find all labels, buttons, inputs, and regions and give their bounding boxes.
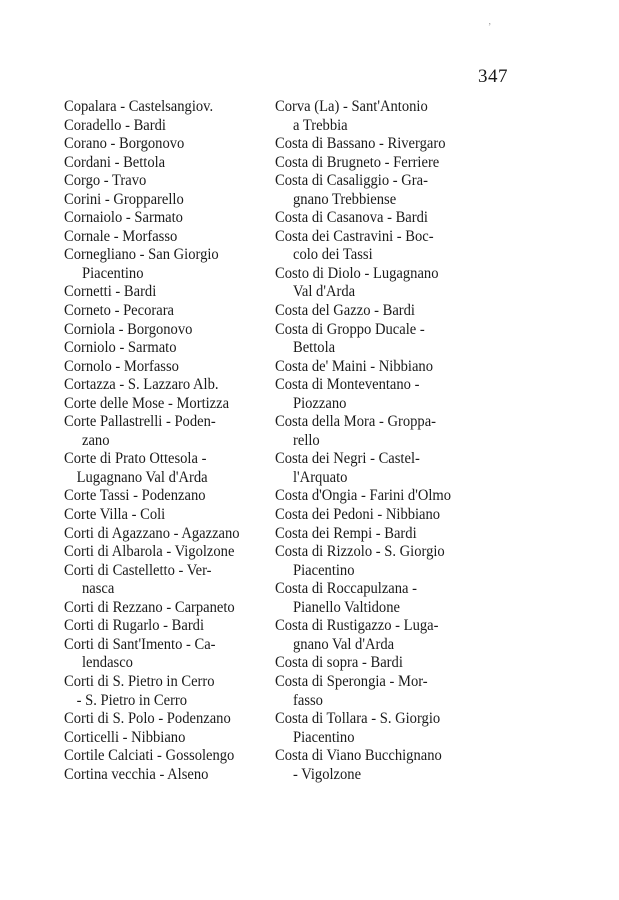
right-line-continuation: colo dei Tassi (293, 245, 373, 264)
right-line-continuation: gnano Val d'Arda (293, 634, 395, 653)
right-line: Costa di Rustigazzo - Luga- (275, 616, 439, 635)
right-line-continuation: - Vigolzone (293, 764, 362, 783)
left-line: Corte delle Mose - Mortizza (64, 393, 230, 412)
left-line: Corte Tassi - Podenzano (64, 486, 206, 505)
right-line: Costa di Rizzolo - S. Giorgio (275, 542, 445, 561)
left-line: Corneto - Pecorara (64, 301, 175, 320)
right-line-continuation: Pianello Valtidone (293, 597, 400, 616)
left-line: Corti di Castelletto - Ver- (64, 560, 212, 579)
right-line: Costa dei Rempi - Bardi (275, 523, 417, 542)
right-line: Costa di Monteventano - (275, 375, 420, 394)
right-line: Costo di Diolo - Lugagnano (275, 263, 439, 282)
left-line: Corniola - Borgonovo (64, 319, 193, 338)
right-line: Costa d'Ongia - Farini d'Olmo (275, 486, 452, 505)
right-line-continuation: Bettola (293, 338, 336, 357)
right-line: Costa di Bassano - Rivergaro (275, 134, 446, 153)
right-line: Costa dei Castravini - Boc- (275, 226, 434, 245)
left-line: Corte di Prato Ottesola - (64, 449, 207, 468)
right-line: Costa di Sperongia - Mor- (275, 671, 428, 690)
left-line: Corte Pallastrelli - Poden- (64, 412, 216, 431)
right-line-continuation: Val d'Arda (293, 282, 356, 301)
left-line: Coradello - Bardi (64, 115, 166, 134)
right-line-continuation: rello (293, 430, 320, 449)
right-line: Corva (La) - Sant'Antonio (275, 97, 428, 115)
left-line: Cortile Calciati - Gossolengo (64, 746, 235, 765)
left-line: Corti di Sant'Imento - Ca- (64, 634, 216, 653)
right-line-continuation: gnano Trebbiense (293, 189, 397, 208)
right-line: Costa dei Negri - Castel- (275, 449, 420, 468)
left-line: Corte Villa - Coli (64, 505, 166, 524)
left-line: Corticelli - Nibbiano (64, 727, 186, 746)
right-line: Costa di Tollara - S. Giorgio (275, 709, 441, 728)
right-line: Costa di Casaliggio - Gra- (275, 171, 428, 190)
left-line: Corti di Rugarlo - Bardi (64, 616, 205, 635)
left-line-continuation: Piacentino (82, 263, 144, 282)
left-line: Cortina vecchia - Alseno (64, 764, 209, 783)
left-column (64, 97, 276, 783)
right-line-continuation: l'Arquato (293, 467, 348, 486)
right-line: Costa di Roccapulzana - (275, 579, 418, 598)
left-line-continuation: lendasco (82, 653, 133, 672)
right-line: Costa del Gazzo - Bardi (275, 301, 415, 320)
left-line: Corti di Agazzano - Agazzano (64, 523, 240, 542)
right-column (275, 97, 505, 783)
left-line: Cornegliano - San Giorgio (64, 245, 219, 264)
left-line: Cortazza - S. Lazzaro Alb. (64, 375, 219, 394)
corner-mark: ’ (488, 22, 492, 33)
left-line: Cornale - Morfasso (64, 226, 178, 245)
right-line: Costa di Viano Bucchignano (275, 746, 442, 765)
page-number: 347 (478, 66, 508, 87)
left-line: Corti di Albarola - Vigolzone (64, 542, 235, 561)
right-line: Costa di Brugneto - Ferriere (275, 152, 440, 171)
left-line: Corini - Gropparello (64, 189, 184, 208)
right-line-continuation: Piacentino (293, 560, 355, 579)
right-line: Costa di Groppo Ducale - (275, 319, 425, 338)
left-line: Corti di Rezzano - Carpaneto (64, 597, 235, 616)
left-line-continuation: nasca (82, 579, 115, 598)
right-line: Costa di sopra - Bardi (275, 653, 403, 672)
right-line: Costa della Mora - Groppa- (275, 412, 437, 431)
left-line: Cordani - Bettola (64, 152, 166, 171)
left-line: Corniolo - Sarmato (64, 338, 177, 357)
left-line: Corti di S. Polo - Podenzano (64, 709, 231, 728)
right-line-continuation: Piacentino (293, 727, 355, 746)
left-line: Corano - Borgonovo (64, 134, 185, 153)
left-line-continuation: zano (82, 430, 110, 449)
right-line: Costa de' Maini - Nibbiano (275, 356, 434, 375)
left-line: Cornaiolo - Sarmato (64, 208, 183, 227)
left-line: Copalara - Castelsangiov. (64, 97, 214, 115)
right-line: Costa di Casanova - Bardi (275, 208, 428, 227)
left-line-continuation: Lugagnano Val d'Arda (76, 467, 208, 486)
right-line-continuation: a Trebbia (293, 115, 348, 134)
left-line: Cornolo - Morfasso (64, 356, 179, 375)
left-line: Corgo - Travo (64, 171, 147, 190)
right-line: Costa dei Pedoni - Nibbiano (275, 505, 441, 524)
right-line-continuation: fasso (293, 690, 323, 709)
left-line-continuation: - S. Pietro in Cerro (76, 690, 188, 709)
left-line: Corti di S. Pietro in Cerro (64, 671, 215, 690)
right-line-continuation: Piozzano (293, 393, 347, 412)
left-line: Cornetti - Bardi (64, 282, 157, 301)
